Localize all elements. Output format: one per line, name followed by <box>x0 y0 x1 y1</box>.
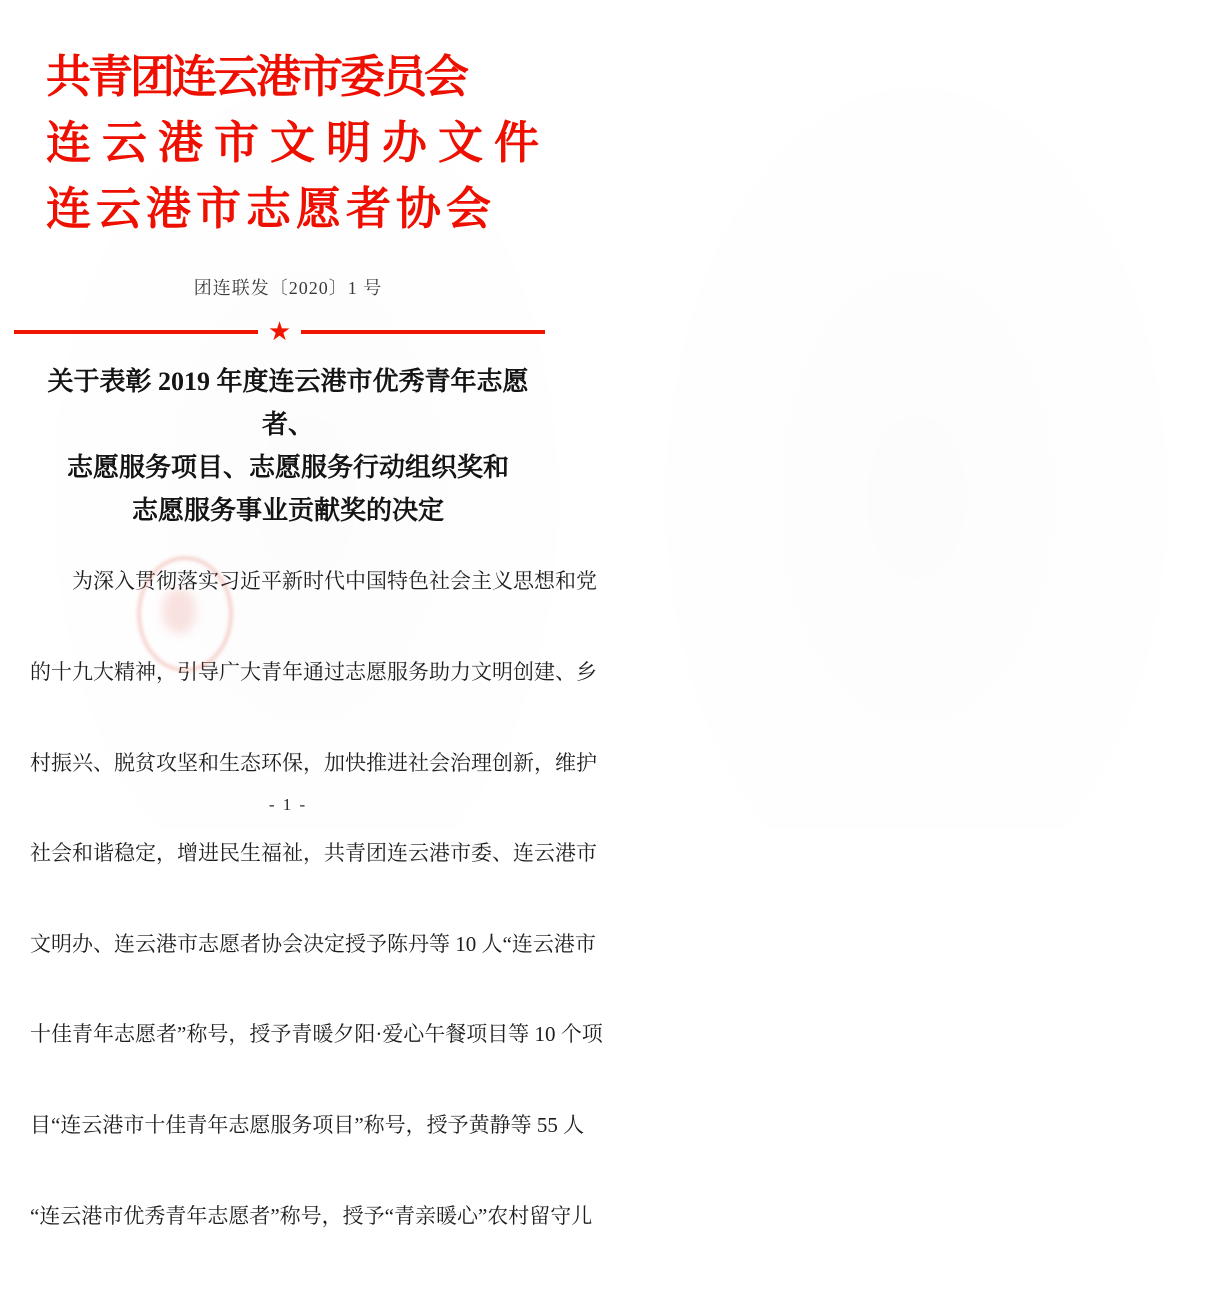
page1-body-paragraph <box>30 506 603 1291</box>
document-page-1 <box>0 0 612 1228</box>
body-line: 十佳青年志愿者”称号，授予青暖夕阳·爱心午餐项目等 10 个项 <box>30 1022 603 1047</box>
body-line: 文明办、连云港市志愿者协会决定授予陈丹等 10 人“连云港市 <box>30 931 596 956</box>
document-page-2 <box>612 0 1221 829</box>
red-rule-left-segment <box>14 330 258 334</box>
body-line: 为深入贯彻落实习近平新时代中国特色社会主义思想和党 <box>30 569 597 594</box>
body-line: 的十九大精神，引导广大青年通过志愿服务助力文明创建、乡 <box>30 660 597 685</box>
body-line: “连云港市优秀青年志愿者”称号，授予“青亲暖心”农村留守儿 <box>30 1203 593 1228</box>
title-line-2: 志愿服务项目、志愿服务行动组织奖和 <box>66 453 509 482</box>
body-line: 社会和谐稳定，增进民生福祉，共青团连云港市委、连云港市 <box>30 841 597 866</box>
red-divider-rule <box>14 317 545 347</box>
title-line-3: 志愿服务事业贡献奖的决定 <box>131 496 444 525</box>
body-line: 村振兴、脱贫攻坚和生态环保，加快推进社会治理创新，维护 <box>30 750 597 775</box>
document-number: 团连联发〔2020〕1 号 <box>193 278 383 298</box>
star-icon: ★ <box>267 317 292 347</box>
letterhead-line-2: 连云港市文明办文件 <box>46 118 551 168</box>
red-rule-right-segment <box>301 330 545 334</box>
title-line-1: 关于表彰 2019 年度连云港市优秀青年志愿者、 <box>47 367 529 439</box>
body-line: 目“连云港市十佳青年志愿服务项目”称号，授予黄静等 55 人 <box>30 1113 585 1138</box>
letterhead-line-3: 连云港市志愿者协会 <box>46 184 497 234</box>
page1-number: - 1 - <box>268 795 308 814</box>
red-letterhead <box>46 44 586 242</box>
letterhead-line-1: 共青团连云港市委员会 <box>46 52 467 102</box>
